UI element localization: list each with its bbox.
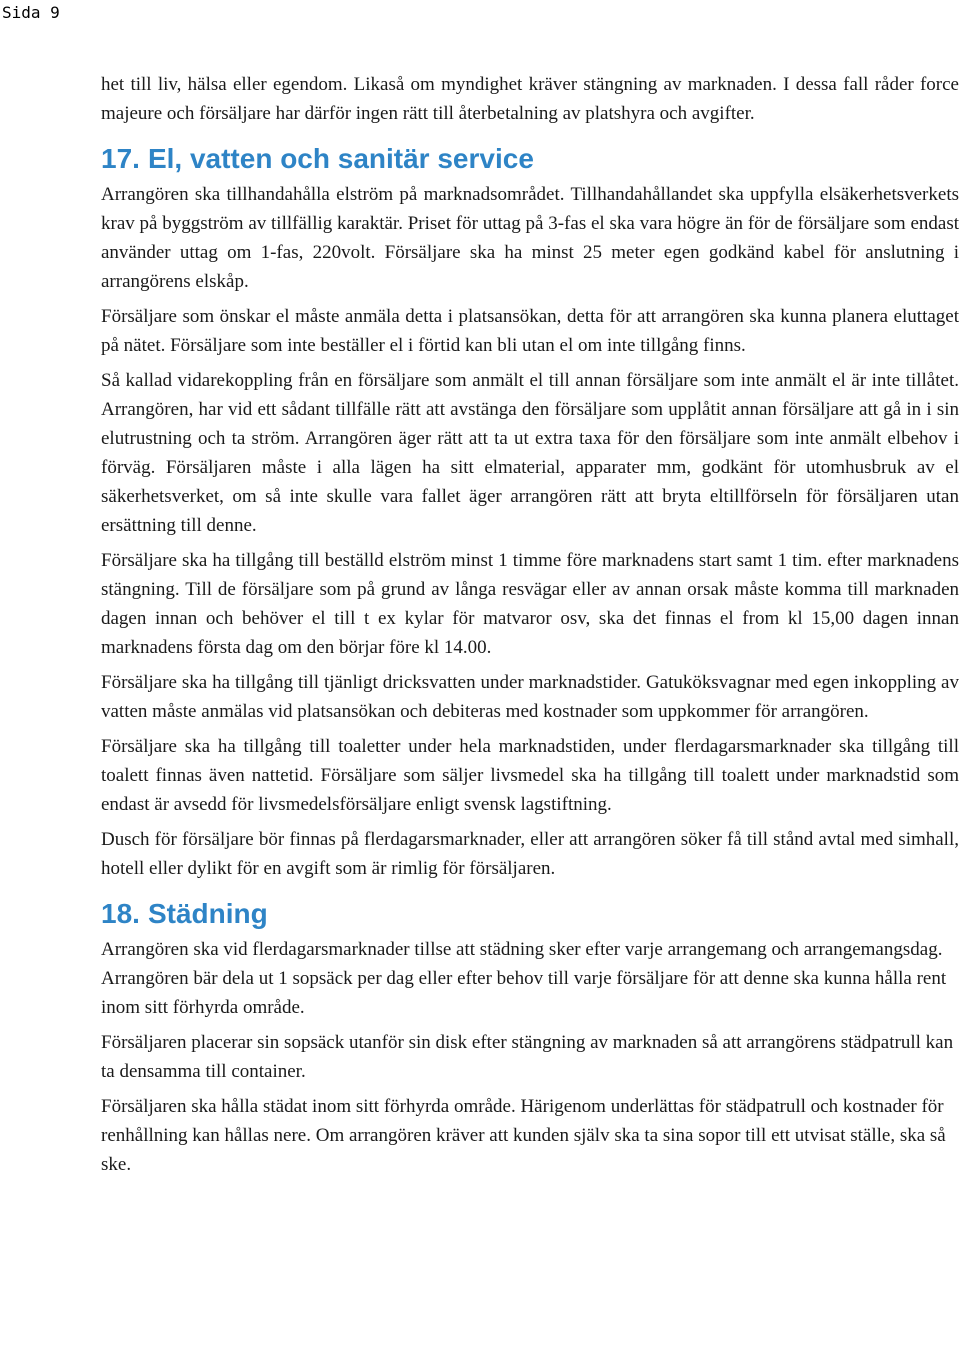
section-17-paragraph-1: Arrangören ska tillhandahålla elström på marknadsområdet. Tillhandahållandet ska uppfylla elsäkerhetsverkets krav på byggström av tillfällig karaktär. Priset för uttag på 3-fas el ska vara högre än för de försäljare som endast använder uttag om 1-fas, 220volt. Försäljare ska ha minst 25 meter egen godkänd kabel för anslutning i arrangörens elskåp. <box>101 184 959 292</box>
section-17-paragraph-5: Försäljare ska ha tillgång till tjänligt dricksvatten under marknadstider. Gatuköksvagnar med egen inkoppling av vatten måste anmälas vid platsansökan och debiteras med kostnader som uppkommer för arrangören. <box>101 672 959 722</box>
section-17-title: El, vatten och sanitär service <box>147 143 534 174</box>
section-17-paragraph-2: Försäljare som önskar el måste anmäla detta i platsansökan, detta för att arrangören ska kunna planera eluttaget på nätet. Försäljare som inte beställer el i förtid kan bli utan el om inte tillgång finns. <box>101 306 959 356</box>
section-18-heading <box>101 897 959 931</box>
section-18-number: 18. <box>101 898 140 929</box>
section-18-paragraph-1: Arrangören ska vid flerdagarsmarknader tillse att städning sker efter varje arrangemang och arrangemangsdag. Arrangören bär dela ut 1 sopsäck per dag eller efter behov till varje försäljare för att denne ska kunna hålla rent inom sitt förhyrda område. <box>101 939 947 1018</box>
document-body <box>101 70 959 1185</box>
section-17-paragraph-4: Försäljare ska ha tillgång till beställd elström minst 1 timme före marknadens start samt 1 tim. efter marknadens stängning. Till de försäljare som på grund av långa resvägar eller av annan orsak måste komma till marknaden dagen innan och behöver el till t ex kylar för matvaror osv, ska det finnas el from kl 15,00 dagen innan marknadens första dag om den börjar före kl 14.00. <box>101 550 959 658</box>
section-17-paragraph-6: Försäljare ska ha tillgång till toaletter under hela marknadstiden, under flerdagarsmarknader ska tillgång till toalett finnas även nattetid. Försäljare som säljer livsmedel ska ha tillgång till toalett under marknadstid som endast är avsedd för livsmedelsförsäljare enligt svensk lagstiftning. <box>101 736 959 815</box>
page-number-label: Sida 9 <box>2 3 60 22</box>
section-18-title: Städning <box>147 898 268 929</box>
section-17-paragraph-7: Dusch för försäljare bör finnas på flerdagarsmarknader, eller att arrangören söker få till stånd avtal med simhall, hotell eller dylikt för en avgift som är rimlig för försäljaren. <box>101 829 959 879</box>
section-18-paragraph-3: Försäljaren ska hålla städat inom sitt förhyrda område. Härigenom underlättas för städpatrull och kostnader för renhållning kan hållas nere. Om arrangören kräver att kunden själv ska ta sina sopor till ett utvisat ställe, ska så ske. <box>101 1096 946 1175</box>
section-17-heading <box>101 142 959 176</box>
section-18-paragraph-2: Försäljaren placerar sin sopsäck utanför sin disk efter stängning av marknaden så att arrangörens städpatrull kan ta densamma till container. <box>101 1032 954 1082</box>
section-17-paragraph-3: Så kallad vidarekoppling från en försäljare som anmält el till annan försäljare som inte anmält el är inte tillåtet. Arrangören, har vid ett sådant tillfälle rätt att avstänga den försäljare som upplåtit annan försäljare att gå in i sin elutrustning och ta ström. Arrangören äger rätt att ta ut extra taxa för den försäljare som inte anmält elbehov i förväg. Försäljaren måste i alla lägen ha sitt elmaterial, apparater mm, godkänt för utomhusbruk av el säkerhetsverket, om så inte skulle vara fallet äger arrangören rätt att bryta eltillförseln för försäljaren utan ersättning till denne. <box>101 370 959 536</box>
intro-paragraph: het till liv, hälsa eller egendom. Likaså om myndighet kräver stängning av marknaden. I dessa fall råder force majeure och försäljare har därför ingen rätt till återbetalning av platshyra och avgifter. <box>101 74 959 124</box>
section-17-number: 17. <box>101 143 140 174</box>
